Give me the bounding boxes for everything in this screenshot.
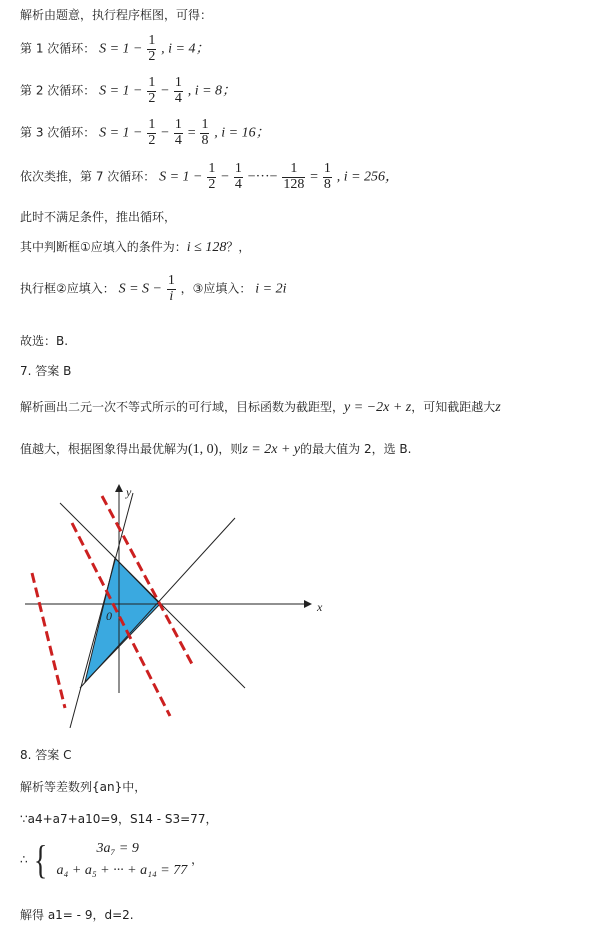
therefore-symbol: ∴ [20, 852, 28, 867]
q7-text-a: 解析画出二元一次不等式所示的可行域，目标函数为截距型， [20, 400, 345, 414]
objective-line-middle [72, 523, 170, 716]
q7-line-2 [20, 440, 411, 458]
fraction: $\frac{1}{8}$ [323, 161, 331, 192]
z-expr: z = 2x + y [242, 442, 301, 457]
intro-line: 解析由题意，执行程序框图，可得： [20, 8, 213, 22]
objective-line-left [32, 573, 65, 708]
exec-text: 执行框②应填入： [20, 281, 115, 296]
fraction: $\frac{1}{2}$ [148, 75, 156, 106]
loop-7-label: 依次类推，第 7 次循环： [20, 169, 156, 184]
exec-line [20, 274, 286, 304]
system-end: ， [191, 852, 204, 867]
condition-end: ？， [226, 240, 251, 254]
x-arrow [304, 600, 312, 608]
fraction: $\frac{1}{2}$ [148, 117, 156, 148]
ellipsis: −···− [247, 169, 278, 185]
condition-line [20, 238, 250, 256]
condition-math: i ≤ 128 [186, 240, 227, 255]
q7-text-e: 的最大值为 2，选 B. [300, 442, 412, 456]
optimal-point: (1, 0) [188, 442, 219, 457]
q7-line-1 [20, 398, 501, 416]
z-var: z [495, 400, 501, 415]
loop-1-i: , i = 4； [161, 41, 210, 57]
loop-3-i: , i = 16； [214, 125, 270, 141]
loop-1-line [20, 34, 210, 64]
q7-text-c: 值越大，根据图象得出最优解为 [20, 442, 189, 456]
q7-title: 7. 答案 B [20, 364, 72, 378]
fraction: $\frac{1}{4}$ [234, 161, 242, 192]
loop-7-line [20, 162, 399, 192]
loop-3-s-eq: S = 1 − [99, 125, 143, 141]
loop-2-line [20, 76, 236, 106]
origin-label: 0 [106, 609, 112, 623]
q7-text-b: ，可知截距越大 [411, 400, 496, 414]
y-arrow [115, 484, 123, 492]
q8-line-1: 解析等差数列{an}中， [20, 780, 147, 794]
fraction: $\frac{1}{4}$ [174, 117, 182, 148]
equation-system [57, 838, 188, 882]
choice-line: 故选：B. [20, 334, 69, 348]
loop-3-line [20, 118, 270, 148]
equation-1: 3a₇ = 9 [96, 841, 139, 856]
q8-line-2: ∵a4+a7+a10=9，S14 - S3=77， [20, 812, 218, 826]
fraction: $\frac{1}{2}$ [208, 161, 216, 192]
objective-math: y = −2x + z [344, 400, 412, 415]
q8-final: 解得 a1= - 9，d=2. [20, 908, 134, 922]
loop-3-label: 第 3 次循环： [20, 125, 96, 140]
brace: { [34, 837, 48, 882]
equals: = [187, 125, 196, 141]
minus: − [161, 83, 170, 99]
loop-1-label: 第 1 次循环： [20, 41, 96, 56]
fraction: $\frac{1}{i}$ [167, 273, 175, 304]
fraction: $\frac{1}{2}$ [148, 33, 156, 64]
loop-2-i: , i = 8； [187, 83, 237, 99]
minus: − [221, 169, 230, 185]
y-axis-label: y [126, 485, 132, 499]
exec-i-math: i = 2i [255, 281, 287, 297]
q8-title: 8. 答案 C [20, 748, 72, 762]
equals: = [310, 169, 319, 185]
q7-text-d: ，则 [218, 442, 243, 456]
exit-line: 此时不满足条件，推出循环， [20, 210, 177, 224]
x-axis-label: x [317, 600, 323, 614]
loop-1-s-eq: S = 1 − [99, 41, 143, 57]
fraction: $\frac{1}{4}$ [174, 75, 182, 106]
q8-system [20, 838, 203, 882]
fraction: $\frac{1}{8}$ [201, 117, 209, 148]
loop-7-s-eq: S = 1 − [159, 169, 203, 185]
exec-text-2: ，③应填入： [180, 281, 252, 296]
equation-2: a₄ + a₅ + ··· + a₁₄ = 77 [56, 863, 188, 878]
condition-text: 其中判断框①应填入的条件为： [20, 240, 187, 254]
loop-2-s-eq: S = 1 − [99, 83, 143, 99]
minus: − [161, 125, 170, 141]
loop-7-i: , i = 256， [336, 169, 400, 185]
loop-2-label: 第 2 次循环： [20, 83, 96, 98]
fraction: $\frac{1}{128}$ [283, 161, 305, 192]
feasible-region-graph [20, 478, 340, 728]
exec-s-math: S = S − [118, 281, 162, 297]
